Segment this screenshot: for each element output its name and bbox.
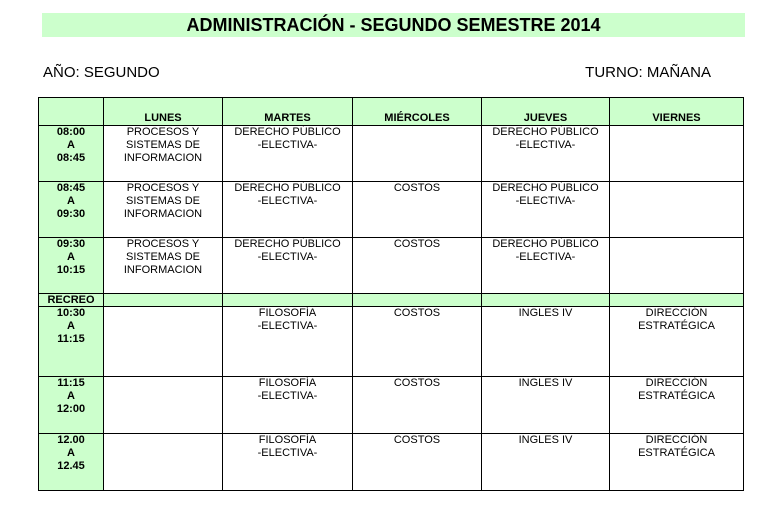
- header-row: [39, 98, 744, 126]
- cell-line: COSTOS: [393, 182, 441, 194]
- corner-cell: [39, 98, 104, 126]
- class-cell-miercoles: [353, 126, 482, 182]
- time-slot: [39, 126, 104, 182]
- cell-line: COSTOS: [393, 377, 441, 389]
- cell-line: ESTRATÉGICA: [638, 447, 715, 459]
- class-cell-miercoles: [353, 434, 482, 491]
- schedule-body: [39, 126, 744, 491]
- cell-line: INFORMACION: [123, 152, 203, 164]
- cell-line: -ELECTIVA-: [515, 251, 576, 263]
- class-cell-jueves: [482, 307, 610, 377]
- cell-line: DIRECCIÓN: [645, 307, 708, 319]
- class-cell-martes: [223, 377, 353, 434]
- cell-line: 10:30: [56, 307, 86, 319]
- cell-line: 12:00: [56, 403, 86, 415]
- break-cell: [610, 294, 744, 307]
- class-cell-viernes: [610, 126, 744, 182]
- break-label: RECREO: [39, 294, 104, 307]
- cell-line: DERECHO PÚBLICO: [492, 126, 599, 138]
- schedule-row: [39, 434, 744, 491]
- cell-line: DERECHO PÚBLICO: [492, 238, 599, 250]
- schedule-row: [39, 126, 744, 182]
- class-cell-viernes: [610, 238, 744, 294]
- cell-line: INGLES IV: [518, 377, 573, 389]
- schedule-row: [39, 307, 744, 377]
- class-cell-miercoles: [353, 238, 482, 294]
- cell-line: SISTEMAS DE: [126, 251, 200, 263]
- cell-line: PROCESOS Y: [126, 238, 200, 250]
- class-cell-lunes: [104, 307, 223, 377]
- year-label: AÑO: SEGUNDO: [43, 64, 160, 81]
- break-cell: [353, 294, 482, 307]
- cell-line: SISTEMAS DE: [126, 195, 200, 207]
- shift-label: TURNO: MAÑANA: [585, 64, 711, 81]
- class-cell-jueves: [482, 126, 610, 182]
- class-cell-martes: [223, 182, 353, 238]
- cell-line: A: [67, 195, 75, 207]
- class-cell-miercoles: [353, 377, 482, 434]
- cell-line: A: [67, 320, 75, 332]
- class-cell-viernes: [610, 377, 744, 434]
- schedule-row: [39, 238, 744, 294]
- cell-line: -ELECTIVA-: [257, 390, 318, 402]
- cell-line: FILOSOFÍA: [258, 307, 317, 319]
- cell-line: DERECHO PÚBLICO: [234, 238, 341, 250]
- class-cell-jueves: [482, 377, 610, 434]
- break-row: [39, 294, 744, 307]
- cell-line: PROCESOS Y: [126, 126, 200, 138]
- cell-line: DIRECCIÓN: [645, 377, 708, 389]
- class-cell-jueves: [482, 238, 610, 294]
- cell-line: PROCESOS Y: [126, 182, 200, 194]
- cell-line: COSTOS: [393, 434, 441, 446]
- cell-line: -ELECTIVA-: [257, 139, 318, 151]
- cell-line: ESTRATÉGICA: [638, 320, 715, 332]
- cell-line: INFORMACION: [123, 264, 203, 276]
- cell-line: 09:30: [56, 208, 86, 220]
- cell-line: A: [67, 139, 75, 151]
- cell-line: DERECHO PÚBLICO: [234, 182, 341, 194]
- break-cell: [482, 294, 610, 307]
- page-title: ADMINISTRACIÓN - SEGUNDO SEMESTRE 2014: [42, 13, 745, 37]
- cell-line: -ELECTIVA-: [257, 447, 318, 459]
- schedule-row: [39, 182, 744, 238]
- time-slot: [39, 307, 104, 377]
- class-cell-martes: [223, 238, 353, 294]
- day-header-jueves: JUEVES: [482, 98, 610, 126]
- cell-line: 09:30: [56, 238, 86, 250]
- cell-line: DERECHO PÚBLICO: [234, 126, 341, 138]
- cell-line: FILOSOFÍA: [258, 377, 317, 389]
- cell-line: COSTOS: [393, 307, 441, 319]
- cell-line: A: [67, 390, 75, 402]
- cell-line: -ELECTIVA-: [515, 139, 576, 151]
- cell-line: INGLES IV: [518, 307, 573, 319]
- day-header-miercoles: MIÉRCOLES: [353, 98, 482, 126]
- time-slot: [39, 377, 104, 434]
- cell-line: 10:15: [56, 264, 86, 276]
- day-header-lunes: LUNES: [104, 98, 223, 126]
- cell-line: INGLES IV: [518, 434, 573, 446]
- cell-line: COSTOS: [393, 238, 441, 250]
- cell-line: 08:45: [56, 182, 86, 194]
- class-cell-lunes: [104, 434, 223, 491]
- cell-line: 11:15: [57, 333, 85, 345]
- cell-line: A: [67, 447, 75, 459]
- class-cell-viernes: [610, 307, 744, 377]
- cell-line: -ELECTIVA-: [257, 320, 318, 332]
- class-cell-jueves: [482, 182, 610, 238]
- cell-line: -ELECTIVA-: [257, 251, 318, 263]
- class-cell-viernes: [610, 434, 744, 491]
- class-cell-martes: [223, 307, 353, 377]
- class-cell-lunes: [104, 238, 223, 294]
- cell-line: SISTEMAS DE: [126, 139, 200, 151]
- cell-line: -ELECTIVA-: [257, 195, 318, 207]
- schedule-row: [39, 377, 744, 434]
- class-cell-lunes: [104, 377, 223, 434]
- break-cell: [223, 294, 353, 307]
- day-header-viernes: VIERNES: [610, 98, 744, 126]
- cell-line: 11:15: [57, 377, 85, 389]
- cell-line: -ELECTIVA-: [515, 195, 576, 207]
- cell-line: DERECHO PÚBLICO: [492, 182, 599, 194]
- day-header-martes: MARTES: [223, 98, 353, 126]
- break-cell: [104, 294, 223, 307]
- schedule-table: [38, 97, 744, 491]
- time-slot: [39, 238, 104, 294]
- class-cell-miercoles: [353, 307, 482, 377]
- cell-line: FILOSOFÍA: [258, 434, 317, 446]
- time-slot: [39, 182, 104, 238]
- class-cell-viernes: [610, 182, 744, 238]
- class-cell-lunes: [104, 126, 223, 182]
- cell-line: 08:45: [56, 152, 86, 164]
- cell-line: 12.45: [57, 460, 85, 472]
- class-cell-lunes: [104, 182, 223, 238]
- cell-line: 12.00: [57, 434, 85, 446]
- cell-line: A: [67, 251, 75, 263]
- time-slot: [39, 434, 104, 491]
- class-cell-martes: [223, 126, 353, 182]
- class-cell-miercoles: [353, 182, 482, 238]
- cell-line: 08:00: [56, 126, 86, 138]
- class-cell-jueves: [482, 434, 610, 491]
- cell-line: INFORMACION: [123, 208, 203, 220]
- cell-line: DIRECCIÓN: [645, 434, 708, 446]
- class-cell-martes: [223, 434, 353, 491]
- cell-line: ESTRATÉGICA: [638, 390, 715, 402]
